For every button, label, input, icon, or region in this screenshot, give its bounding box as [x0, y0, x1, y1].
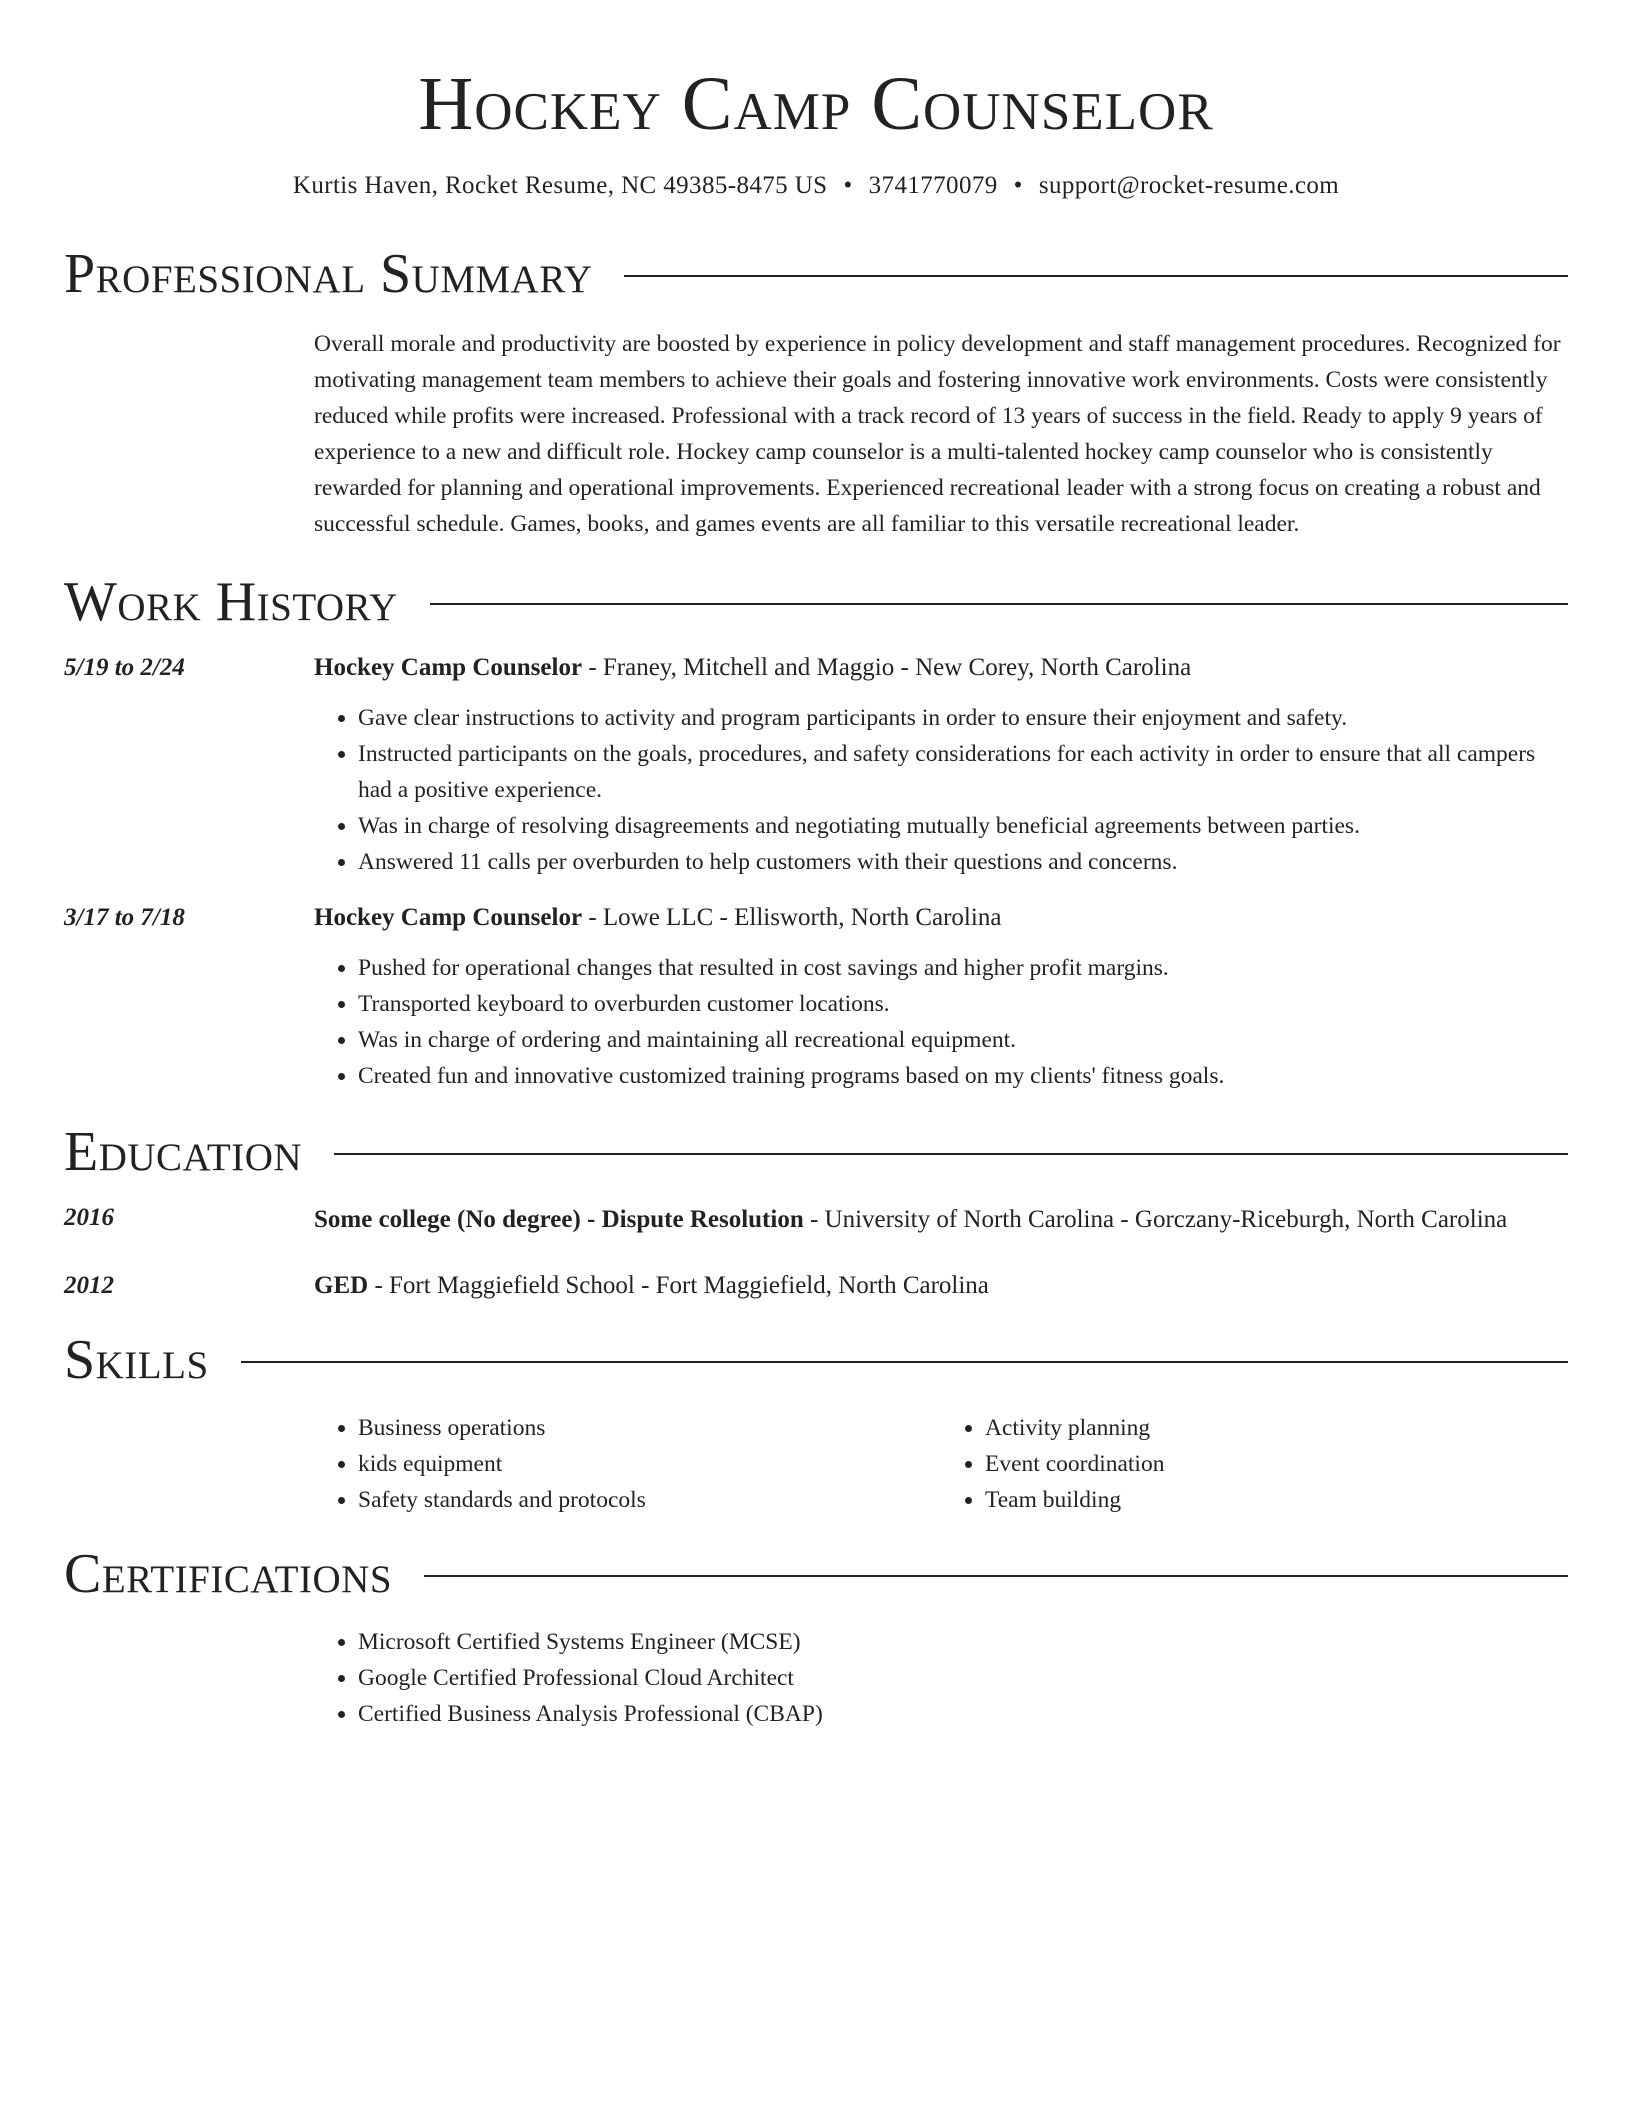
education-section-header: [64, 1122, 1568, 1182]
education-details: [314, 1200, 1568, 1240]
education-year: 2016: [64, 1204, 114, 1231]
education-heading: Education: [64, 1121, 303, 1183]
education-degree: Some college (No degree) - Dispute Resolution: [314, 1206, 804, 1233]
section-divider: [334, 1153, 1568, 1155]
summary-heading: Professional Summary: [64, 243, 593, 305]
education-entry: [64, 1200, 1568, 1240]
list-item: • Business operations: [358, 1410, 941, 1446]
job-title: Hockey Camp Counselor: [314, 654, 583, 681]
list-item: • Transported keyboard to overburden customer locations.: [358, 986, 1568, 1022]
list-item: • Gave clear instructions to activity and program participants in order to ensure their enjoyment and safety.: [358, 700, 1568, 736]
job-dates: 5/19 to 2/24: [64, 654, 185, 681]
list-item: • Activity planning: [985, 1410, 1568, 1446]
list-item: • Safety standards and protocols: [358, 1482, 941, 1518]
list-item: • Was in charge of ordering and maintaining all recreational equipment.: [358, 1022, 1568, 1058]
separator-dot: •: [1013, 172, 1023, 199]
resume-title: Hockey Camp Counselor: [418, 62, 1214, 146]
section-divider: [430, 603, 1568, 605]
contact-address: Kurtis Haven, Rocket Resume, NC 49385-8475 US: [292, 172, 828, 199]
list-item: • Google Certified Professional Cloud Architect: [358, 1660, 1568, 1696]
list-item: • Team building: [985, 1482, 1568, 1518]
certifications-heading: Certifications: [64, 1543, 393, 1605]
skills-column-left: [314, 1410, 941, 1518]
contact-line: [64, 172, 1568, 200]
list-item: • Answered 11 calls per overburden to help customers with their questions and concerns.: [358, 844, 1568, 880]
job-entry: [64, 650, 1568, 880]
summary-text: Overall morale and productivity are boosted by experience in policy development and staff management procedures. Recognized for motivating management team members to achieve their goals and fostering innovative work environments. Costs were consistently reduced while profits were increased. Professional with a track record of 13 years of success in the field. Ready to apply 9 years of experience to a new and difficult role. Hockey camp counselor is a multi-talented hockey camp counselor who is consistently rewarded for planning and operational improvements. Experienced recreational leader with a strong focus on creating a robust and successful schedule. Games, books, and games events are all familiar to this versatile recreational leader.: [314, 331, 1561, 537]
list-item: • Created fun and innovative customized training programs based on my clients' fitness goals.: [358, 1058, 1568, 1094]
education-details: [314, 1268, 1568, 1304]
section-divider: [624, 275, 1568, 277]
job-title: Hockey Camp Counselor: [314, 904, 583, 931]
job-heading: [314, 650, 1568, 686]
list-item: • Event coordination: [985, 1446, 1568, 1482]
section-divider: [241, 1361, 1568, 1363]
job-entry: [64, 900, 1568, 1094]
skills-column-right: [941, 1410, 1568, 1518]
education-entry: [64, 1268, 1568, 1304]
list-item: • Certified Business Analysis Professional (CBAP): [358, 1696, 1568, 1732]
education-degree: GED: [314, 1272, 369, 1299]
certifications-bullets: [314, 1624, 1568, 1732]
work-section-header: [64, 572, 1568, 632]
list-item: • Pushed for operational changes that resulted in cost savings and higher profit margins.: [358, 950, 1568, 986]
education-school: - Fort Maggiefield School - Fort Maggiefield, North Carolina: [368, 1272, 989, 1299]
job-bullets: [314, 700, 1568, 880]
summary-section-header: [64, 244, 1568, 304]
job-dates: 3/17 to 7/18: [64, 904, 185, 931]
certifications-section-header: [64, 1544, 1568, 1604]
job-bullets: [314, 950, 1568, 1094]
section-divider: [424, 1575, 1568, 1577]
contact-email: support@rocket-resume.com: [1038, 172, 1340, 199]
list-item: • Was in charge of resolving disagreements and negotiating mutually beneficial agreements between parties.: [358, 808, 1568, 844]
list-item: • Microsoft Certified Systems Engineer (MCSE): [358, 1624, 1568, 1660]
skills-heading: Skills: [64, 1329, 209, 1391]
certifications-list: [314, 1624, 1568, 1732]
education-school: - University of North Carolina - Gorczany-Riceburgh, North Carolina: [803, 1206, 1508, 1233]
list-item: • Instructed participants on the goals, procedures, and safety considerations for each activity in order to ensure that all campers had a positive experience.: [358, 736, 1568, 808]
contact-phone: 3741770079: [868, 172, 998, 199]
work-heading: Work History: [64, 571, 398, 633]
job-heading: [314, 900, 1568, 936]
job-company: - Franey, Mitchell and Maggio - New Corey, North Carolina: [582, 654, 1192, 681]
skills-list: [314, 1410, 1568, 1518]
list-item: • kids equipment: [358, 1446, 941, 1482]
job-company: - Lowe LLC - Ellisworth, North Carolina: [582, 904, 1002, 931]
education-year: 2012: [64, 1272, 114, 1299]
skills-section-header: [64, 1330, 1568, 1390]
separator-dot: •: [843, 172, 853, 199]
